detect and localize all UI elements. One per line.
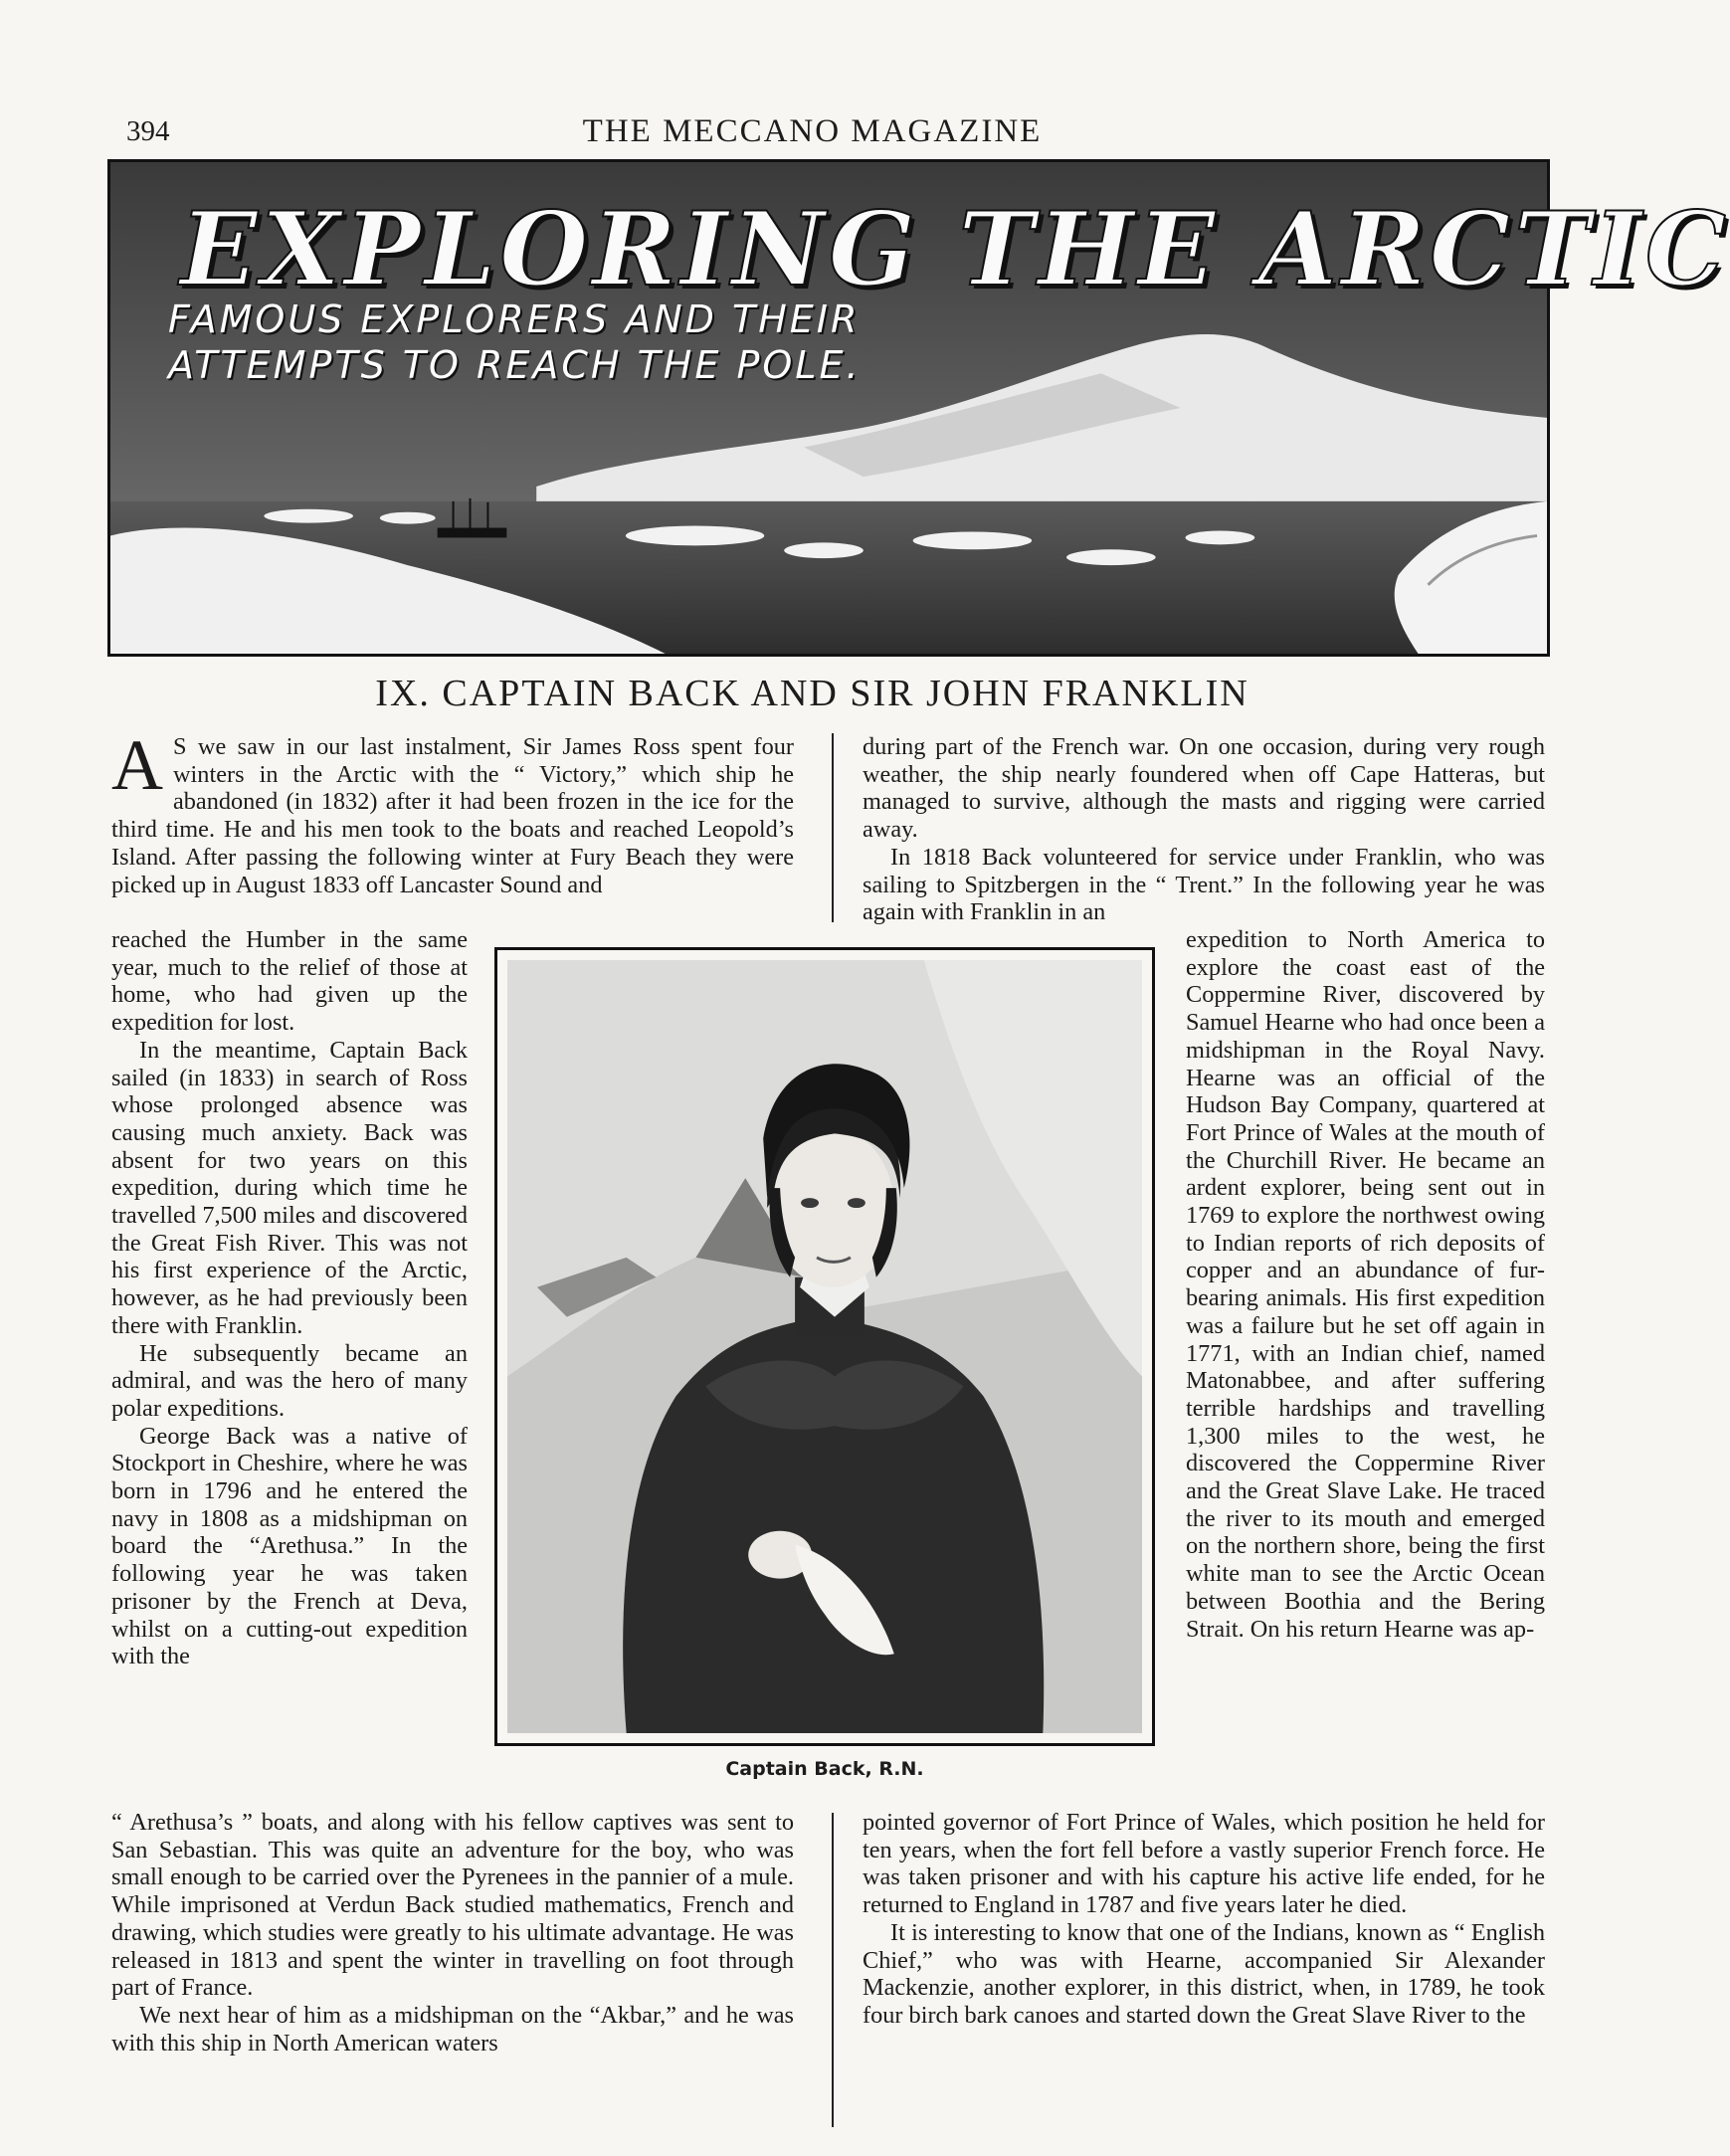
drop-cap: A <box>111 725 163 805</box>
column-divider <box>832 733 834 922</box>
paragraph: He subsequently became an admiral, and was the hero of many polar expeditions. <box>111 1339 468 1422</box>
paragraph: during part of the French war. On one occasion, during very rough weather, the ship nearly foundered when off Cape Hatteras, but managed to survive, although the masts and rigging were carried away. <box>863 733 1545 844</box>
paragraph: George Back was a native of Stockport in Cheshire, where he was born in 1796 and he entered the navy in 1808 as a midshipman on board the “Arethusa.” In the following year he was taken prisoner by the French at Deva, whilst on a cutting-out expedition with the <box>111 1422 468 1670</box>
column-1-narrow <box>111 926 468 1670</box>
paragraph: In the meantime, Captain Back sailed (in 1833) in search of Ross whose prolonged absence was causing much anxiety. Back was absent for two years on this expedition, during which time he travelled 7,500 miles and discovered the Great Fish River. This was not his first experience of the Arctic, however, as he had previously been there with Franklin. <box>111 1036 468 1339</box>
captain-back-portrait <box>507 960 1142 1733</box>
column-divider <box>832 1813 834 2127</box>
article-heading: IX. CAPTAIN BACK AND SIR JOHN FRANKLIN <box>375 673 1249 714</box>
paragraph: It is interesting to know that one of the Indians, known as “ English Chief,” who was with Hearne, accompanied Sir Alexander Mackenzie, another explorer, in this district, when, in 1789, he took four birch bark canoes and started down the Great Slave River to the <box>863 1918 1545 2029</box>
page-number: 394 <box>126 115 170 147</box>
figure-caption: Captain Back, R.N. <box>725 1758 924 1780</box>
arctic-banner-illustration <box>107 159 1730 657</box>
paragraph: We next hear of him as a midshipman on the “Akbar,” and he was with this ship in North American waters <box>111 2001 794 2057</box>
banner-title: EXPLORING THE ARCTIC <box>180 190 1730 309</box>
paragraph: reached the Humber in the same year, much to the relief of those at home, who had given up the expedition for lost. <box>111 926 468 1037</box>
paragraph: “ Arethusa’s ” boats, and along with his fellow captives was sent to San Sebastian. This was quite an adventure for the boy, who was small enough to be carried over the Pyrenees in the pannier of a mule. While imprisoned at Verdun Back studied mathematics, French and drawing, which studies were greatly to his ultimate advantage. He was released in 1813 and spent the winter in travelling on foot through part of France. <box>111 1809 794 2002</box>
magazine-title: THE MECCANO MAGAZINE <box>582 113 1043 149</box>
column-1-top <box>111 725 794 898</box>
column-2-top <box>863 733 1545 926</box>
paragraph: In 1818 Back volunteered for service under Franklin, who was sailing to Spitzbergen in the “ Trent.” In the following year he was again with Franklin in an <box>863 843 1545 926</box>
column-2-narrow <box>1186 926 1545 1643</box>
portrait-frame <box>494 947 1155 1746</box>
banner-subtitle: FAMOUS EXPLORERS AND THEIR ATTEMPTS TO REACH THE POLE. <box>168 297 862 387</box>
opening-paragraph <box>111 725 794 898</box>
paragraph: pointed governor of Fort Prince of Wales, which position he held for ten years, when the fort fell before a vastly superior French force. He was taken prisoner and with his capture his active life ended, for he returned to England in 1787 and five years later he died. <box>863 1809 1545 1919</box>
paragraph-text: S we saw in our last instalment, Sir James Ross spent four winters in the Arctic with the “ Victory,” which ship he abandoned (in 1832) after it had been frozen in the ice for the third time. He and his men took to the boats and reached Leopold’s Island. After passing the following winter at Fury Beach they were picked up in August 1833 off Lancaster Sound and <box>111 733 794 898</box>
column-1-bottom <box>111 1809 794 2057</box>
column-2-bottom <box>863 1809 1545 2030</box>
paragraph: expedition to North America to explore the coast east of the Coppermine River, discovered by Samuel Hearne who had once been a midshipman in the Royal Navy. Hearne was an official of the Hudson Bay Company, quartered at Fort Prince of Wales at the mouth of the Churchill River. He became an ardent explorer, being sent out in 1769 to explore the northwest owing to Indian reports of rich deposits of copper and an abundance of fur-bearing animals. His first expedition was a failure but he set off again in 1771, with an Indian chief, named Matonabbee, and after suffering terrible hardships and travelling 1,300 miles to the west, he discovered the Coppermine River and the Great Slave Lake. He traced the river to its mouth and emerged on the northern shore, being the first white man to see the Arctic Ocean between Boothia and the Bering Strait. On his return Hearne was ap- <box>1186 926 1545 1643</box>
